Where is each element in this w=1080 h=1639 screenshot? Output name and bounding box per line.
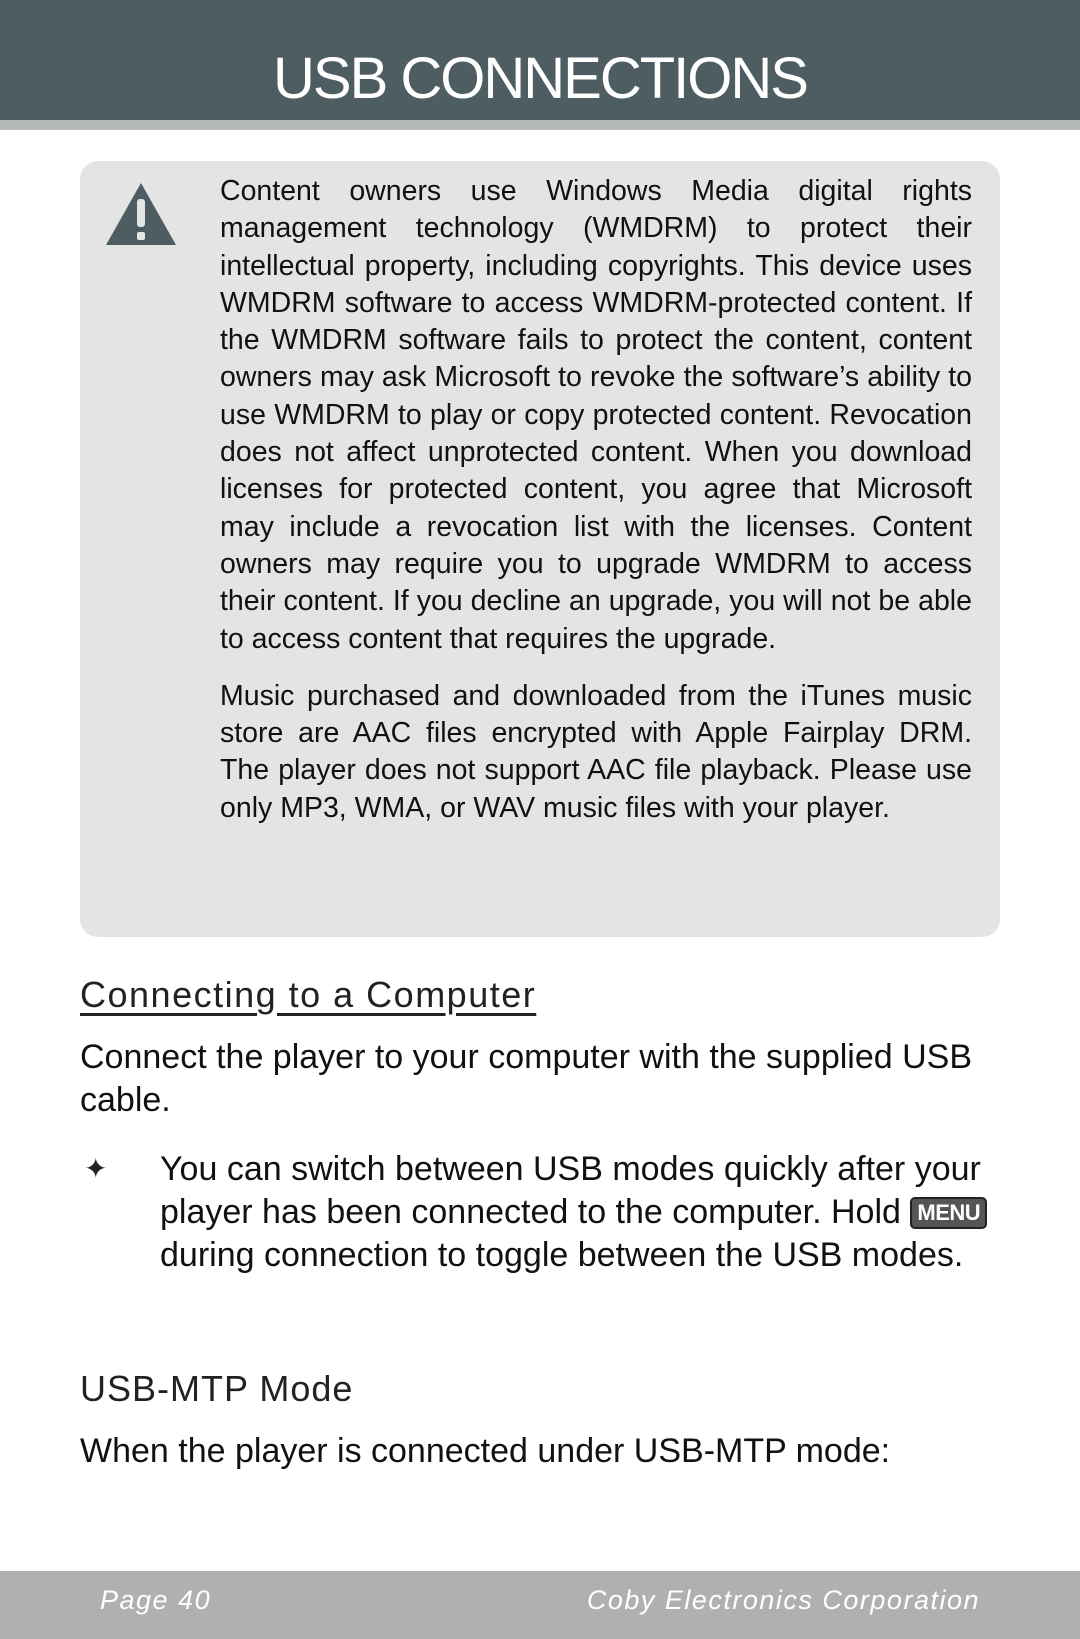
page-number: Page 40 xyxy=(100,1585,212,1615)
page-header xyxy=(0,0,1080,130)
four-point-star-icon: ✦ xyxy=(84,1153,108,1184)
section-intro: Connect the player to your computer with the supplied USB cable. xyxy=(80,1038,973,1119)
warning-triangle-icon xyxy=(104,181,178,247)
note-paragraph-drm: Content owners use Windows Media digital rights management technology (WMDRM) to protect their intellectual property, including copyrights. This device uses WMDRM software to access WMDRM-protected content. If the WMDRM software fails to protect the content, content owners may ask Microsoft to revoke the software’s ability to use WMDRM to play or copy protected content. Revocation does not affect unprotected content. When you download licenses for protected content, you agree that Microsoft may include a revocation list with the licenses. Content owners may require you to upgrade WMDRM to access their content. If you decline an upgrade, you will not be able to access content that requires the upgrade. xyxy=(220,175,972,655)
page-title: USB CONNECTIONS xyxy=(273,46,807,111)
subsection-text: When the player is connected under USB-MTP mode: xyxy=(80,1432,891,1470)
page-footer xyxy=(0,1571,1080,1639)
tip-text-before: You can switch between USB modes quickly after your player has been connected to the computer. Hold xyxy=(160,1150,981,1231)
company-name: Coby Electronics Corporation xyxy=(586,1585,980,1615)
subsection-heading: USB-MTP Mode xyxy=(80,1368,354,1409)
warning-note-box xyxy=(80,161,1000,937)
tip-text-after: during connection to toggle between the USB modes. xyxy=(160,1236,964,1274)
note-paragraph-itunes: Music purchased and downloaded from the iTunes music store are AAC files encrypted with Apple Fairplay DRM. The player does not support AAC file playback. Please use only MP3, WMA, or WAV music files with your player. xyxy=(220,679,972,824)
menu-key-icon: MENU xyxy=(910,1197,987,1229)
warning-note-text xyxy=(220,173,972,827)
section-heading: Connecting to a Computer xyxy=(80,974,537,1015)
tip-text xyxy=(160,1148,1060,1277)
